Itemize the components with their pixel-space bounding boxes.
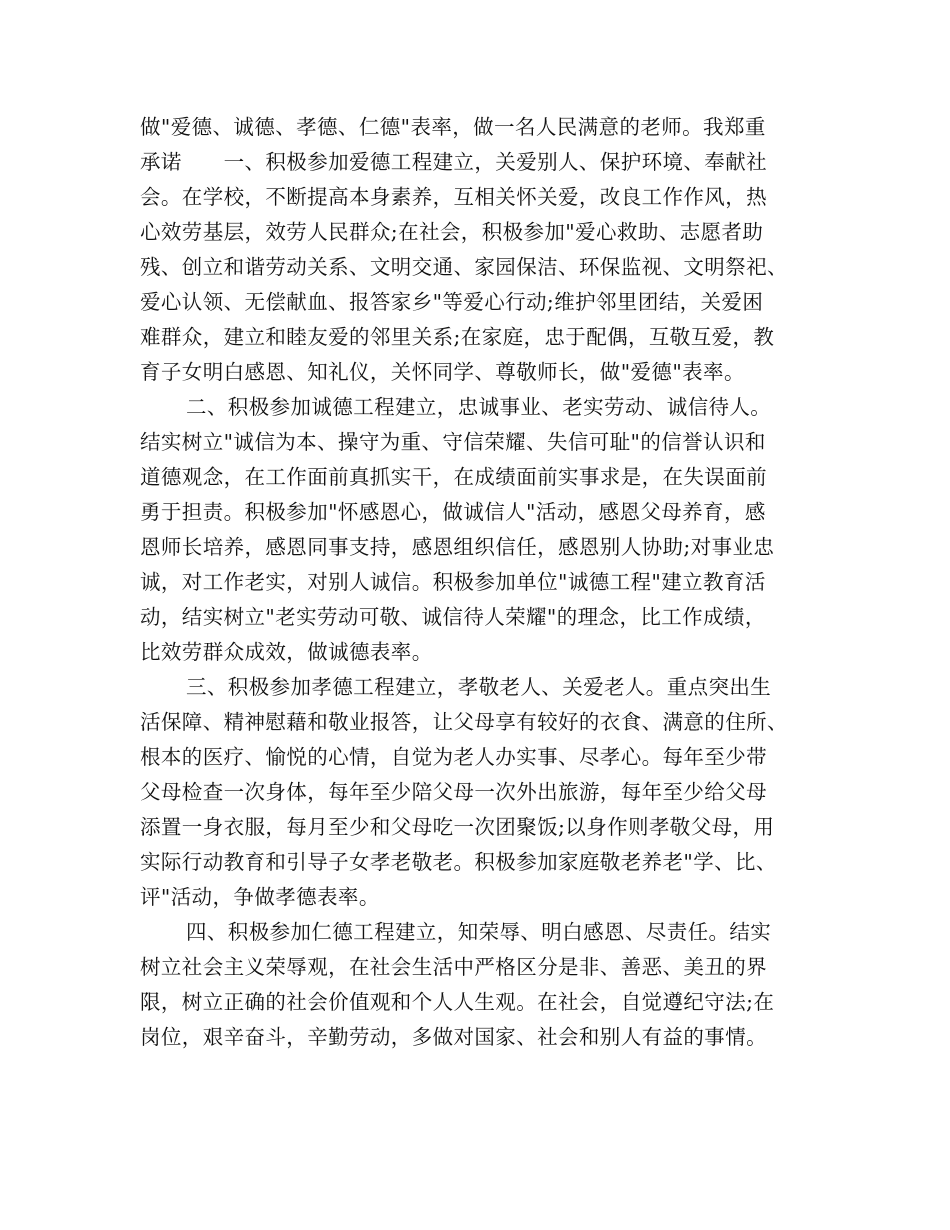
text-line: 评"活动，争做孝德表率。: [140, 885, 380, 909]
text-line: 残、创立和谐劳动关系、文明交通、家园保洁、环保监视、文明祭祀、: [140, 255, 788, 279]
text-line: 难群众，建立和睦友爱的邻里关系;在家庭，忠于配偶，互敬互爱，教: [140, 325, 775, 349]
text-line: 育子女明白感恩、知礼仪，关怀同学、尊敬师长，做"爱德"表率。: [140, 360, 745, 384]
text-line: 树立社会主义荣辱观，在社会生活中严格区分是非、善恶、美丑的界: [140, 955, 767, 979]
text-line: 添置一身衣服，每月至少和父母吃一次团聚饭;以身作则孝敬父母，用: [140, 815, 775, 839]
text-line: 恩师长培养，感恩同事支持，感恩组织信任，感恩别人协助;对事业忠: [140, 535, 775, 559]
text-line: 比效劳群众成效，做诚德表率。: [140, 640, 433, 664]
text-line: 父母检查一次身体，每年至少陪父母一次外出旅游，每年至少给父母: [140, 780, 767, 804]
text-line: 根本的医疗、愉悦的心情，自觉为老人办实事、尽孝心。每年至少带: [140, 745, 767, 769]
text-line: 勇于担责。积极参加"怀感恩心，做诚信人"活动，感恩父母养育，感: [140, 500, 766, 524]
text-line: 限，树立正确的社会价值观和个人人生观。在社会，自觉遵纪守法;在: [140, 990, 775, 1014]
text-line: 结实树立"诚信为本、操守为重、守信荣耀、失信可耻"的信誉认识和: [140, 430, 766, 454]
text-line: 二、积极参加诚德工程建立，忠诚事业、老实劳动、诚信待人。: [186, 395, 772, 419]
text-line: 活保障、精神慰藉和敬业报答，让父母享有较好的衣食、满意的住所、: [140, 710, 788, 734]
text-line: 诚，对工作老实，对别人诚信。积极参加单位"诚德工程"建立教育活: [140, 570, 766, 594]
text-line: 做"爱德、诚德、孝德、仁德"表率，做一名人民满意的老师。我郑重: [140, 115, 766, 139]
text-line: 三、积极参加孝德工程建立，孝敬老人、关爱老人。重点突出生: [186, 675, 772, 699]
text-line: 实际行动教育和引导子女孝老敬老。积极参加家庭敬老养老"学、比、: [140, 850, 777, 874]
text-line: 道德观念，在工作面前真抓实干，在成绩面前实事求是，在失误面前: [140, 465, 767, 489]
text-line: 爱心认领、无偿献血、报答家乡"等爱心行动;维护邻里团结，关爱困: [140, 290, 764, 314]
text-line: 岗位，艰辛奋斗，辛勤劳动，多做对国家、社会和别人有益的事情。: [140, 1025, 767, 1049]
text-line: 动，结实树立"老实劳动可敬、诚信待人荣耀"的理念，比工作成绩，: [140, 605, 766, 629]
document-body: [140, 110, 810, 1055]
text-line: 承诺 一、积极参加爱德工程建立，关爱别人、保护环境、奉献社: [140, 150, 767, 174]
text-line: 心效劳基层，效劳人民群众;在社会，积极参加"爱心救助、志愿者助: [140, 220, 764, 244]
text-line: 四、积极参加仁德工程建立，知荣辱、明白感恩、尽责任。结实: [186, 920, 772, 944]
text-line: 会。在学校，不断提高本身素养，互相关怀关爱，改良工作作风，热: [140, 185, 767, 209]
